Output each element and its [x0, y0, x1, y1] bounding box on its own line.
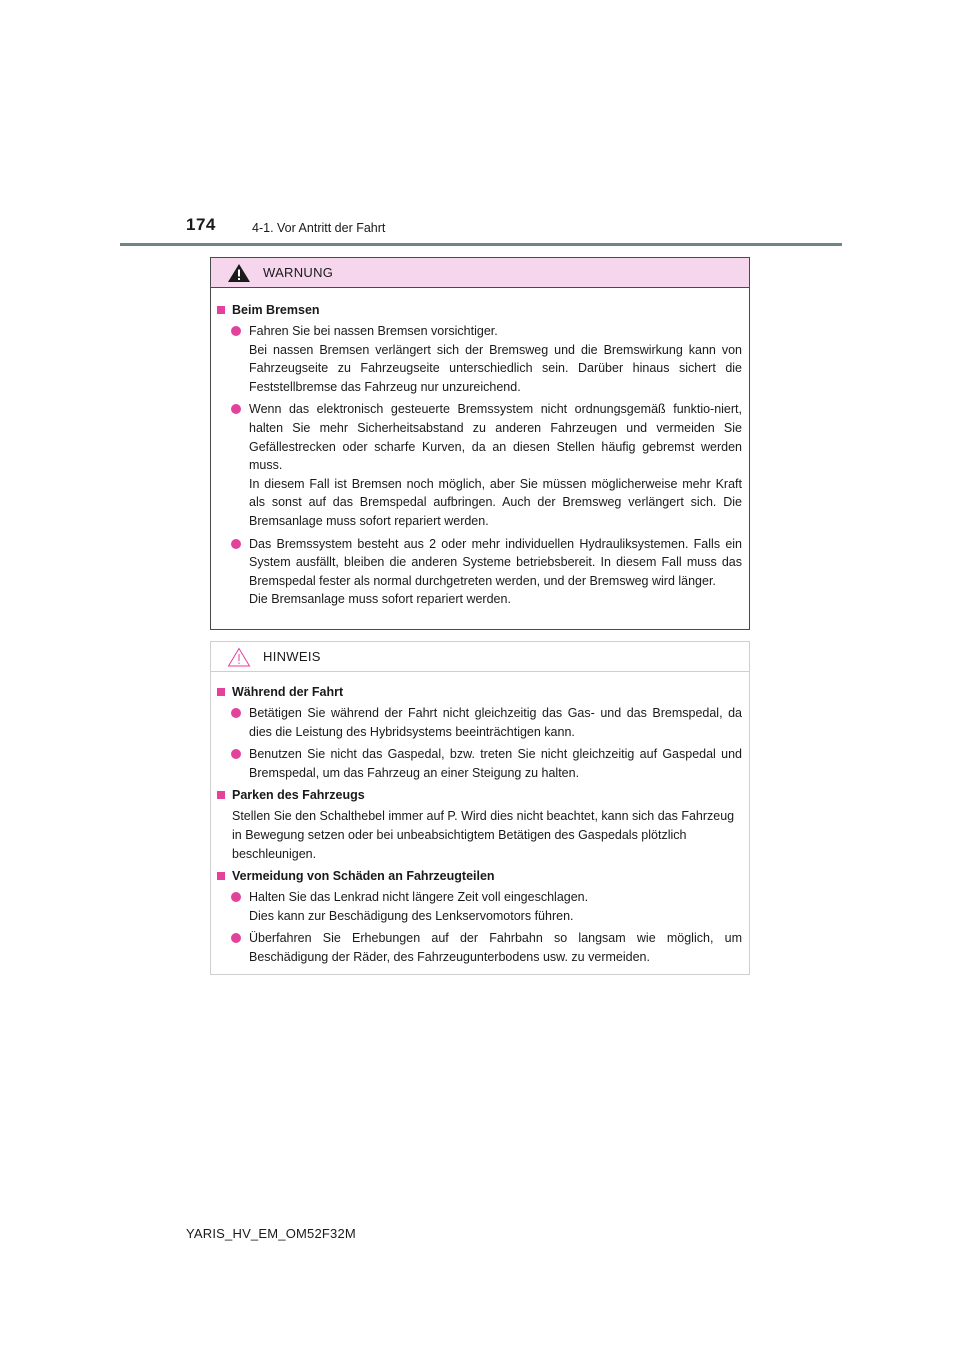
list-item-text: Bei nassen Bremsen verlängert sich der Bremsweg und die Bremswirkung kann von Fahrzeugseite zu Fahrzeugseite unterschiedlich sein. Darüber hinaus sichert die Feststellbremse das Fahrzeug nur unzureichend.: [249, 342, 742, 394]
section-heading-text: Parken des Fahrzeugs: [232, 788, 365, 803]
list-item-text: Das Bremssystem besteht aus 2 oder mehr individuellen Hydrauliksystemen. Falls ein System ausfällt, bleiben die anderen Systeme betriebsbereit. In diesem Fall muss das Bremspedal fester als normal durchgetreten werden, und der Bremsweg wird länger.: [249, 536, 742, 588]
hint-title: HINWEIS: [263, 649, 321, 664]
section-heading: [217, 786, 742, 804]
section-heading: [217, 867, 742, 885]
warning-box: [210, 257, 750, 630]
dot-bullet-icon: [231, 749, 241, 759]
list-item-text: Betätigen Sie während der Fahrt nicht gleichzeitig das Gas- und das Bremspedal, da dies die Leistung des Hybridsystems beeinträchtigen kann.: [249, 706, 742, 739]
section-paragraph: Stellen Sie den Schalthebel immer auf P. Wird dies nicht beachtet, kann sich das Fahrzeug in Bewegung setzen oder bei unbeabsichtigtem Betätigen des Gaspedals plötzlich beschleunigen.: [232, 809, 735, 861]
section-title: 4-1. Vor Antritt der Fahrt: [252, 221, 386, 235]
list-item: [231, 400, 742, 530]
square-bullet-icon: [217, 688, 225, 696]
square-bullet-icon: [217, 306, 225, 314]
list-item-text: Benutzen Sie nicht das Gaspedal, bzw. treten Sie nicht gleichzeitig auf Gaspedal und Bremspedal, um das Fahrzeug an einer Steigung zu halten.: [249, 747, 742, 780]
list-item-text: Wenn das elektronisch gesteuerte Bremssystem nicht ordnungsgemäß funktio-niert, halten Sie mehr Sicherheitsabstand zu anderen Fahrzeugen und vermeiden Sie Gefällestrecken oder scharfe Kurven, da an diesen Stellen häufig gebremst werden muss.: [249, 402, 742, 473]
dot-bullet-icon: [231, 933, 241, 943]
list-item-text: Überfahren Sie Erhebungen auf der Fahrbahn so langsam wie möglich, um Beschädigung der Räder, des Fahrzeugunterbodens usw. zu vermeiden.: [249, 931, 742, 964]
list-item: [231, 322, 742, 396]
list-item-text: Halten Sie das Lenkrad nicht längere Zeit voll eingeschlagen.: [249, 890, 589, 905]
hint-header: [211, 642, 749, 672]
list-item-text: Die Bremsanlage muss sofort repariert werden.: [249, 592, 511, 607]
list-item-text: In diesem Fall ist Bremsen noch möglich, aber Sie müssen möglicherweise mehr Kraft als sonst auf das Bremspedal aufbringen. Auch der Bremsweg verlängert sich. Die Bremsanlage muss sofort repariert werden.: [249, 476, 742, 528]
list-item: [231, 929, 742, 966]
list-item: [231, 535, 742, 609]
square-bullet-icon: [217, 791, 225, 799]
warning-body: [211, 288, 749, 609]
warning-header: [211, 258, 749, 288]
dot-bullet-icon: [231, 539, 241, 549]
dot-bullet-icon: [231, 326, 241, 336]
dot-bullet-icon: [231, 404, 241, 414]
square-bullet-icon: [217, 872, 225, 880]
section-heading: [217, 683, 742, 701]
dot-bullet-icon: [231, 892, 241, 902]
hint-box: [210, 641, 750, 975]
list-item: [231, 704, 742, 741]
document-code: YARIS_HV_EM_OM52F32M: [186, 1226, 356, 1241]
section-heading: [217, 301, 742, 319]
warning-triangle-icon: [227, 263, 251, 283]
list-item: [231, 745, 742, 782]
section-heading-text: Während der Fahrt: [232, 685, 344, 699]
warning-title: WARNUNG: [263, 265, 334, 280]
list-item: [231, 888, 742, 925]
page-number: 174: [186, 215, 216, 234]
section-heading-text: Beim Bremsen: [232, 303, 320, 317]
list-item-text: Fahren Sie bei nassen Bremsen vorsichtiger.: [249, 324, 498, 338]
section-heading-text: Vermeidung von Schäden an Fahrzeugteilen: [232, 869, 495, 884]
caution-triangle-outline-icon: [227, 647, 251, 667]
header-rule: [120, 243, 842, 246]
dot-bullet-icon: [231, 708, 241, 718]
list-item-text: Dies kann zur Beschädigung des Lenkservomotors führen.: [249, 908, 574, 923]
hint-body: [211, 672, 749, 967]
